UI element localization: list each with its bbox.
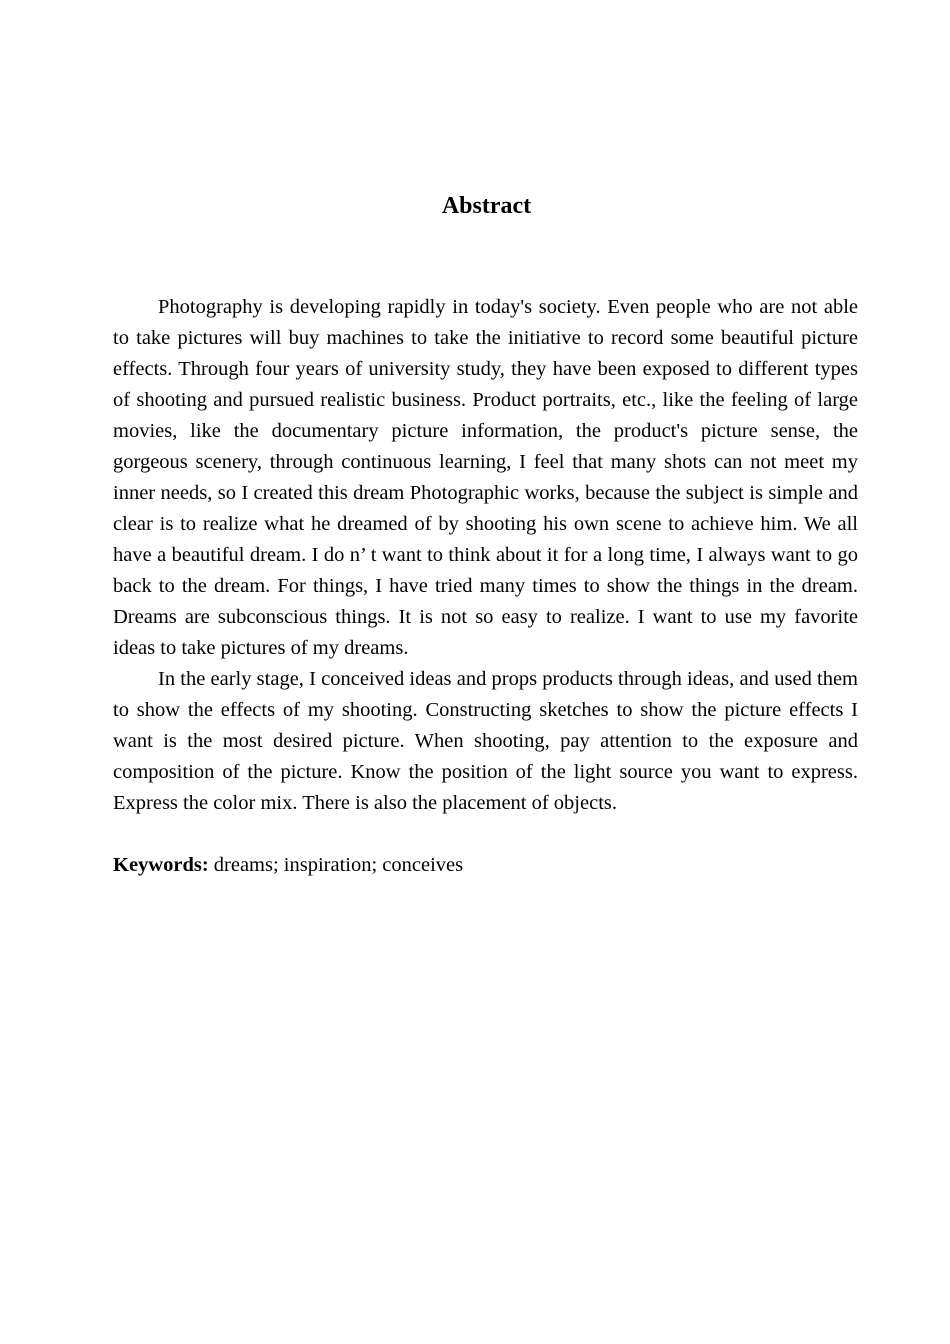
abstract-body — [113, 292, 858, 881]
keywords-line — [113, 850, 858, 881]
keywords-label: Keywords: — [113, 854, 209, 876]
abstract-paragraph-2: In the early stage, I conceived ideas and props products through ideas, and used them to show the effects of my shooting. Constructing sketches to show the picture effects I want is the most desired picture. When shooting, pay attention to the exposure and composition of the picture. Know the position of the light source you want to express. Express the color mix. There is also the placement of objects. — [113, 668, 858, 814]
page-title: Abstract — [441, 193, 532, 219]
keywords-text: dreams; inspiration; conceives — [208, 854, 464, 876]
abstract-paragraph-1: Photography is developing rapidly in today's society. Even people who are not able to take pictures will buy machines to take the initiative to record some beautiful picture effects. Through four years of university study, they have been exposed to different types of shooting and pursued realistic business. Product portraits, etc., like the feeling of large movies, like the documentary picture information, the product's picture sense, the gorgeous scenery, through continuous learning, I feel that many shots can not meet my inner needs, so I created this dream Photographic works, because the subject is simple and clear is to realize what he dreamed of by shooting his own scene to achieve him. We all have a beautiful dream. I do n’ t want to think about it for a long time, I always want to go back to the dream. For things, I have tried many times to show the things in the dream. Dreams are subconscious things. It is not so easy to realize. I want to use my favorite ideas to take pictures of my dreams. — [113, 296, 858, 659]
